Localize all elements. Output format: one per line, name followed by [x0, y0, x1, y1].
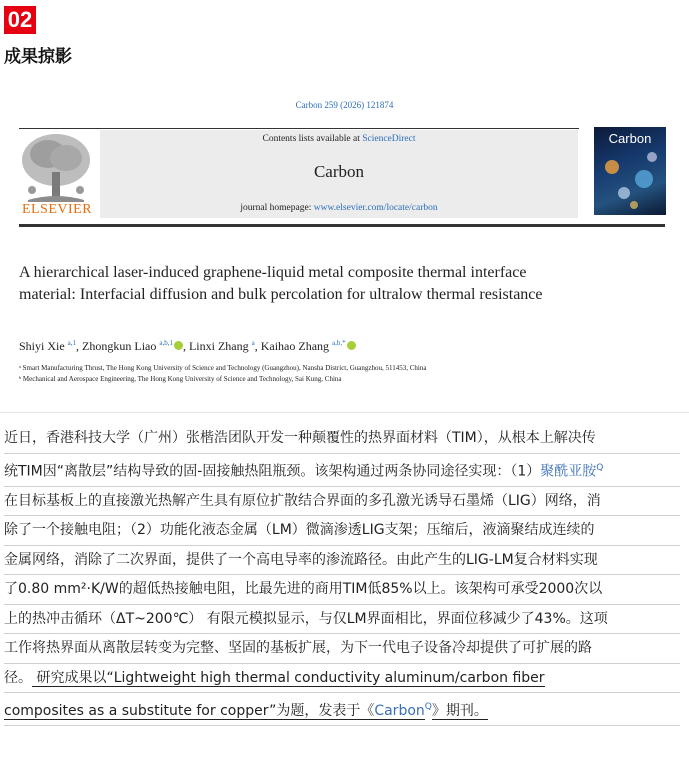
publisher-name: ELSEVIER: [21, 202, 93, 217]
article-summary: [4, 424, 680, 726]
author-affiliation-mark: a,1: [67, 339, 77, 347]
author-affiliation-mark: a,b,1: [159, 339, 173, 347]
author-list: Shiyi Xie $^{a,1}$, Zhongkun Liao $^{a,b,1}$ , Linxi Zhang $^a$, Kaihao Zhang $^{a,b,*}$: [19, 339, 356, 354]
affiliation-b: ᵇ Mechanical and Aerospace Engineering, The Hong Kong University of Science and Technology, Sai Kung, China: [19, 375, 342, 383]
contents-prefix: Contents lists available at: [262, 134, 363, 144]
text-line: 工作将热界面从离散层转变为完整、坚固的基板扩展，为下一代电子设备冷却提供了可扩展的路: [4, 634, 680, 664]
homepage-url-link[interactable]: www.elsevier.com/locate/carbon: [313, 203, 438, 213]
orcid-icon[interactable]: [347, 341, 356, 350]
author-name: Linxi Zhang: [188, 339, 249, 353]
journal-reference: Carbon 259 (2026) 121874: [295, 100, 394, 110]
contents-line: [100, 134, 578, 144]
header-thick-rule: [19, 224, 665, 227]
text-line: [4, 664, 680, 694]
text-line: [4, 454, 680, 487]
text-line: 近日，香港科技大学（广州）张楷浩团队开发一种颠覆性的热界面材料（TIM），从根本上解决传: [4, 424, 680, 454]
text-span: 径。: [4, 669, 32, 686]
homepage-prefix: journal homepage:: [240, 203, 314, 213]
author-name: Shiyi Xie: [19, 339, 65, 353]
underlined-text: 研究成果以“Lightweight high thermal conductivity aluminum/carbon fiber: [32, 669, 545, 686]
underlined-text: 》期刊。: [431, 702, 488, 719]
text-span: 统TIM因“离散层”结构导致的固-固接触热阻瓶颈。该架构通过两条协同途径实现：（1）: [4, 463, 541, 480]
section-divider: [0, 412, 689, 413]
affiliation-a: ᵃ Smart Manufacturing Thrust, The Hong Kong University of Science and Technology (Guangzhou), Nansha District, Guangzhou, 511453, China: [19, 364, 427, 372]
section-title: 成果掠影: [4, 47, 72, 67]
section-number-badge: 02: [4, 6, 36, 34]
text-line: 上的热冲击循环（ΔT~200℃） 有限元模拟显示，与仅LM界面相比，界面位移减少了43%。这项: [4, 605, 680, 635]
author-affiliation-mark: a,b,*: [332, 339, 346, 347]
cover-title: Carbon: [608, 131, 652, 146]
orcid-icon[interactable]: [174, 341, 183, 350]
text-line: 除了一个接触电阻；（2）功能化液态金属（LM）微滴渗透LIG支架；压缩后，液滴聚结成连续的: [4, 516, 680, 546]
search-icon[interactable]: Q: [424, 702, 432, 713]
text-line: 了0.80 mm²·K/W的超低热接触电阻，比最先进的商用TIM低85%以上。该架构可承受2000次以: [4, 575, 680, 605]
cover-art: [594, 127, 666, 215]
author-affiliation-mark: a: [251, 339, 255, 347]
journal-cover-image: [594, 127, 666, 215]
article-title: A hierarchical laser-induced graphene-liquid metal composite thermal interface material: Interfacial diffusion and bulk percolation for ultralow thermal resistance: [19, 264, 543, 303]
text-line: 在目标基板上的直接激光热解产生具有原位扩散结合界面的多孔激光诱导石墨烯（LIG）网络，消: [4, 487, 680, 517]
text-line: 金属网络，消除了二次界面，提供了一个高电导率的渗流路径。由此产生的LIG-LM复合材料实现: [4, 546, 680, 576]
search-icon[interactable]: Q: [596, 462, 604, 473]
keyword-search-link[interactable]: 聚酰亚胺: [540, 463, 597, 480]
author-name: Kaihao Zhang: [260, 339, 330, 353]
journal-name: Carbon: [313, 162, 365, 181]
top-rule: [19, 128, 579, 129]
underlined-text: composites as a substitute for copper”为题，发表于《: [4, 702, 375, 719]
sciencedirect-link[interactable]: ScienceDirect: [362, 134, 416, 144]
author-name: Zhongkun Liao: [82, 339, 157, 353]
journal-search-link[interactable]: Carbon: [374, 702, 425, 719]
text-line: [4, 693, 680, 726]
journal-homepage: [100, 203, 578, 213]
paper-header-image: [0, 90, 689, 400]
journal-banner: [100, 130, 578, 218]
